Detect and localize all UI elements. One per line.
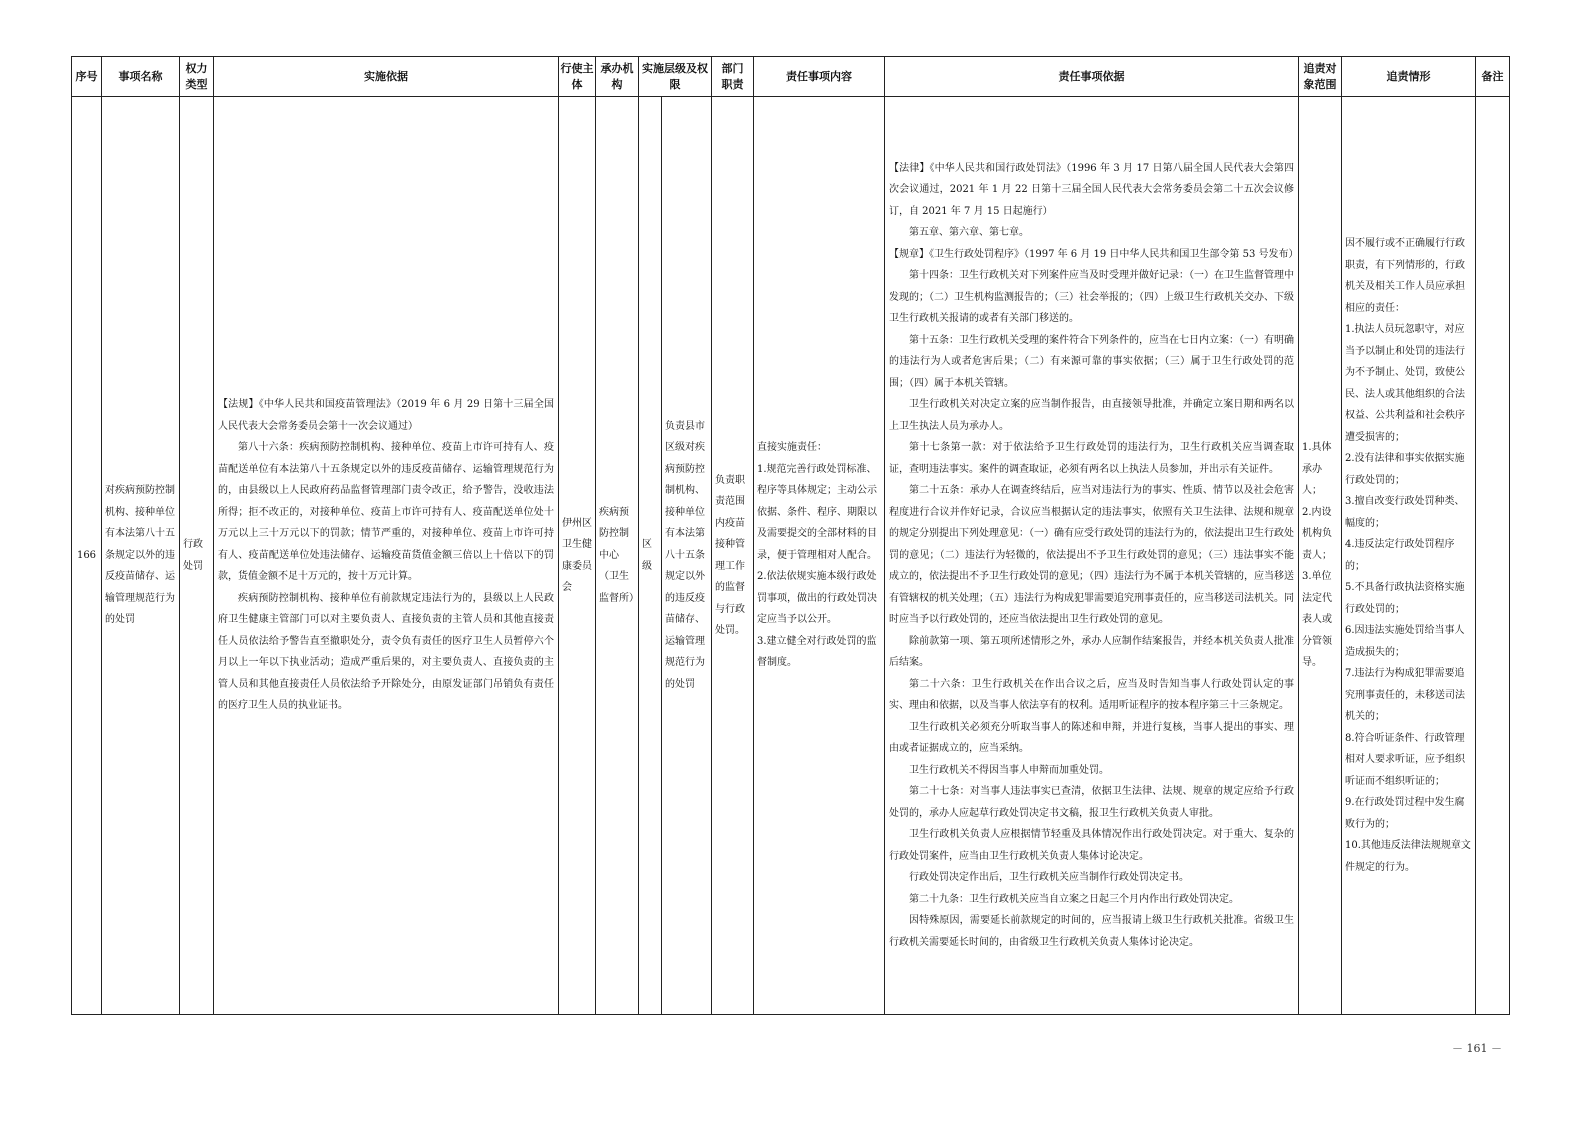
situation-item: 5.不具备行政执法资格实施行政处罚的；	[1345, 582, 1465, 615]
header-power-type: 权力 类型	[180, 57, 214, 97]
situation-item: 因不履行或不正确履行行政职责，有下列情形的，行政机关及相关工作人员应承担相应的责任：	[1345, 238, 1465, 314]
header-item-name: 事项名称	[102, 57, 180, 97]
situation-item: 9.在行政处罚过程中发生腐败行为的；	[1345, 797, 1465, 830]
header-remark: 备注	[1476, 57, 1510, 97]
situation-item: 8.符合听证条件、行政管理相对人要求听证，应予组织听证而不组织听证的；	[1345, 732, 1465, 787]
cell-situation	[1342, 97, 1476, 1015]
situation-item: 7.违法行为构成犯罪需要追究刑事责任的，未移送司法机关的；	[1345, 668, 1465, 722]
resp-basis-paragraph: 第十五条：卫生行政机关受理的案件符合下列条件的，应当在七日内立案：（一）有明确的违法行为人或者危害后果；（二）有来源可靠的事实依据；（三）属于卫生行政处罚的范围；（四）属于本机关管辖。	[889, 334, 1294, 389]
cell-level-b: 负责县市区级对疾病预防控制机构、接种单位有本法第八十五条规定以外的违反疫苗储存、运输管理规范行为的处罚	[662, 97, 712, 1015]
cell-basis	[214, 97, 559, 1015]
header-content: 责任事项内容	[754, 57, 885, 97]
resp-basis-paragraph: 卫生行政机关必须充分听取当事人的陈述和申辩，并进行复核，当事人提出的事实、理由或者证据成立的，应当采纳。	[889, 721, 1294, 755]
situation-item: 1.执法人员玩忽职守，对应当予以制止和处罚的违法行为不予制止、处罚，致使公民、法人或其他组织的合法权益、公共利益和社会秩序遭受损害的；	[1345, 324, 1465, 443]
header-duty: 部门 职责	[712, 57, 754, 97]
content-paragraph: 3.建立健全对行政处罚的监督制度。	[757, 635, 877, 669]
header-row	[72, 57, 1510, 97]
header-scope: 追责对 象范围	[1299, 57, 1342, 97]
resp-basis-paragraph: 第十四条：卫生行政机关对下列案件应当及时受理并做好记录：（一）在卫生监督管理中发现的；（二）卫生机构监测报告的；（三）社会举报的；（四）上级卫生行政机关交办、下级卫生行政机关报请的或者有关部门移送的。	[889, 270, 1294, 325]
header-basis: 实施依据	[214, 57, 559, 97]
resp-basis-paragraph: 第二十六条：卫生行政机关在作出合议之后，应当及时告知当事人行政处罚认定的事实、理由和依据，以及当事人依法享有的权利。适用听证程序的按本程序第三十三条规定。	[889, 678, 1294, 712]
situation-item: 3.擅自改变行政处罚种类、幅度的；	[1345, 496, 1465, 529]
table-row	[72, 97, 1510, 1015]
header-level: 实施层级及权 限	[639, 57, 712, 97]
resp-basis-paragraph: 卫生行政机关不得因当事人申辩而加重处罚。	[909, 764, 1109, 776]
resp-basis-paragraph: 第二十五条：承办人在调查终结后，应当对违法行为的事实、性质、情节以及社会危害程度进行合议并作好记录，合议应当根据认定的违法事实，依照有关卫生法律、法规和规章的规定分别提出下列处理意见：（一）确有应受行政处罚的违法行为的，依法提出卫生行政处罚的意见；（二）违法行为轻微的，依法提出不予卫生行政处罚的意见；（三）违法事实不能成立的，依法提出不予卫生行政处罚的意见；（四）违法行为不属于本机关管辖的，应当移送有管辖权的机关处理；（五）违法行为构成犯罪需要追究刑事责任的，应当移送司法机关。同时应当予以行政处罚的，还应当依法提出卫生行政处罚的意见。	[889, 485, 1294, 626]
cell-subject: 伊州区卫生健康委员会	[559, 97, 596, 1015]
cell-level-a: 区级	[639, 97, 662, 1015]
scope-item: 1.具体承办人；	[1302, 442, 1332, 497]
resp-basis-paragraph: 除前款第一项、第五项所述情形之外，承办人应制作结案报告，并经本机关负责人批准后结案。	[889, 635, 1294, 669]
resp-basis-paragraph: 行政处罚决定作出后，卫生行政机关应当制作行政处罚决定书。	[909, 872, 1189, 884]
cell-scope	[1299, 97, 1342, 1015]
resp-basis-paragraph: 【规章】《卫生行政处罚程序》（1997 年 6 月 19 日中华人民共和国卫生部令第 53 号发布）	[889, 248, 1299, 260]
situation-item: 4.违反法定行政处罚程序的；	[1345, 539, 1455, 572]
cell-duty: 负责职责范围内疫苗接种管理工作的监督与行政处罚。	[712, 97, 754, 1015]
resp-basis-paragraph: 【法律】《中华人民共和国行政处罚法》（1996 年 3 月 17 日第八届全国人民代表大会第四次会议通过，2021 年 1 月 22 日第十三届全国人民代表大会常务委员会第二十五次会议修订，自 2021 年 7 月 15 日起施行）	[889, 162, 1294, 217]
resp-basis-paragraph: 卫生行政机关对决定立案的应当制作报告，由直接领导批准，并确定立案日期和两名以上卫生执法人员为承办人。	[889, 399, 1294, 432]
content-paragraph: 直接实施责任：	[757, 442, 827, 454]
content-paragraph: 2.依法依规实施本级行政处罚事项，做出的行政处罚决定应当予以公开。	[757, 571, 877, 626]
basis-paragraph: 疾病预防控制机构、接种单位有前款规定违法行为的，县级以上人民政府卫生健康主管部门可以对主要负责人、直接负责的主管人员和其他直接责任人员依法给予警告直至撤职处分，责令负有责任的医疗卫生人员暂停六个月以上一年以下执业活动；造成严重后果的，对主要负责人、直接负责的主管人员和其他直接责任人员依法给予开除处分，由原发证部门吊销负有责任的医疗卫生人员的执业证书。	[218, 592, 554, 712]
scope-item: 2.内设机构负责人；	[1302, 506, 1332, 561]
cell-content	[754, 97, 885, 1015]
resp-basis-paragraph: 第二十七条：对当事人违法事实已查清，依据卫生法律、法规、规章的规定应给予行政处罚的，承办人应起草行政处罚决定书文稿，报卫生行政机关负责人审批。	[889, 786, 1294, 819]
header-situation: 追责情形	[1342, 57, 1476, 97]
header-seq: 序号	[72, 57, 102, 97]
responsibility-table	[71, 56, 1510, 1015]
cell-remark	[1476, 97, 1510, 1015]
cell-item-name: 对疾病预防控制机构、接种单位有本法第八十五条规定以外的违反疫苗储存、运输管理规范行为的处罚	[102, 97, 180, 1015]
resp-basis-paragraph: 第五章、第六章、第七章。	[909, 227, 1029, 239]
resp-basis-paragraph: 卫生行政机关负责人应根据情节轻重及具体情况作出行政处罚决定。对于重大、复杂的行政处罚案件，应当由卫生行政机关负责人集体讨论决定。	[889, 829, 1294, 862]
resp-basis-container	[889, 158, 1299, 954]
header-subject: 行使主 体	[559, 57, 596, 97]
page-number: － 161 －	[1452, 1042, 1502, 1055]
scope-item: 3.单位法定代表人或分管领导。	[1302, 571, 1332, 669]
resp-basis-paragraph: 因特殊原因，需要延长前款规定的时间的，应当报请上级卫生行政机关批准。省级卫生行政机关需要延长时间的，由省级卫生行政机关负责人集体讨论决定。	[889, 915, 1294, 948]
cell-seq: 166	[72, 97, 102, 1015]
situation-item: 10.其他违反法律法规规章文件规定的行为。	[1345, 840, 1471, 873]
resp-basis-paragraph: 第二十九条：卫生行政机关应当自立案之日起三个月内作出行政处罚决定。	[909, 893, 1239, 905]
situation-item: 2.没有法律和事实依据实施行政处罚的；	[1345, 453, 1465, 486]
resp-basis-paragraph: 第十七条第一款：对于依法给予卫生行政处罚的违法行为，卫生行政机关应当调查取证，查明违法事实。案件的调查取证，必须有两名以上执法人员参加，并出示有关证件。	[889, 442, 1294, 475]
header-agency: 承办机 构	[596, 57, 639, 97]
situation-item: 6.因违法实施处罚给当事人造成损失的；	[1345, 625, 1465, 658]
basis-paragraph: 第八十六条：疾病预防控制机构、接种单位、疫苗上市许可持有人、疫苗配送单位有本法第八十五条规定以外的违反疫苗储存、运输管理规范行为的，由县级以上人民政府药品监督管理部门责令改正，给予警告，没收违法所得；拒不改正的，对接种单位、疫苗上市许可持有人、疫苗配送单位处十万元以上三十万元以下的罚款；情节严重的，对接种单位、疫苗上市许可持有人、疫苗配送单位处违法储存、运输疫苗货值金额三倍以上十倍以下的罚款，货值金额不足十万元的，按十万元计算。	[218, 442, 554, 583]
situation-container	[1345, 233, 1472, 878]
basis-paragraph: 【法规】《中华人民共和国疫苗管理法》（2019 年 6 月 29 日第十三届全国人民代表大会常务委员会第十一次会议通过）	[218, 399, 554, 432]
cell-agency: 疾病预防控制中心（卫生监督所）	[596, 97, 639, 1015]
cell-power-type: 行政处罚	[180, 97, 214, 1015]
cell-resp-basis	[885, 97, 1299, 1015]
content-paragraph: 1.规范完善行政处罚标准、程序等具体规定；主动公示依据、条件、程序、期限以及需要提交的全部材料的目录，便于管理相对人配合。	[757, 463, 877, 561]
header-resp-basis: 责任事项依据	[885, 57, 1299, 97]
